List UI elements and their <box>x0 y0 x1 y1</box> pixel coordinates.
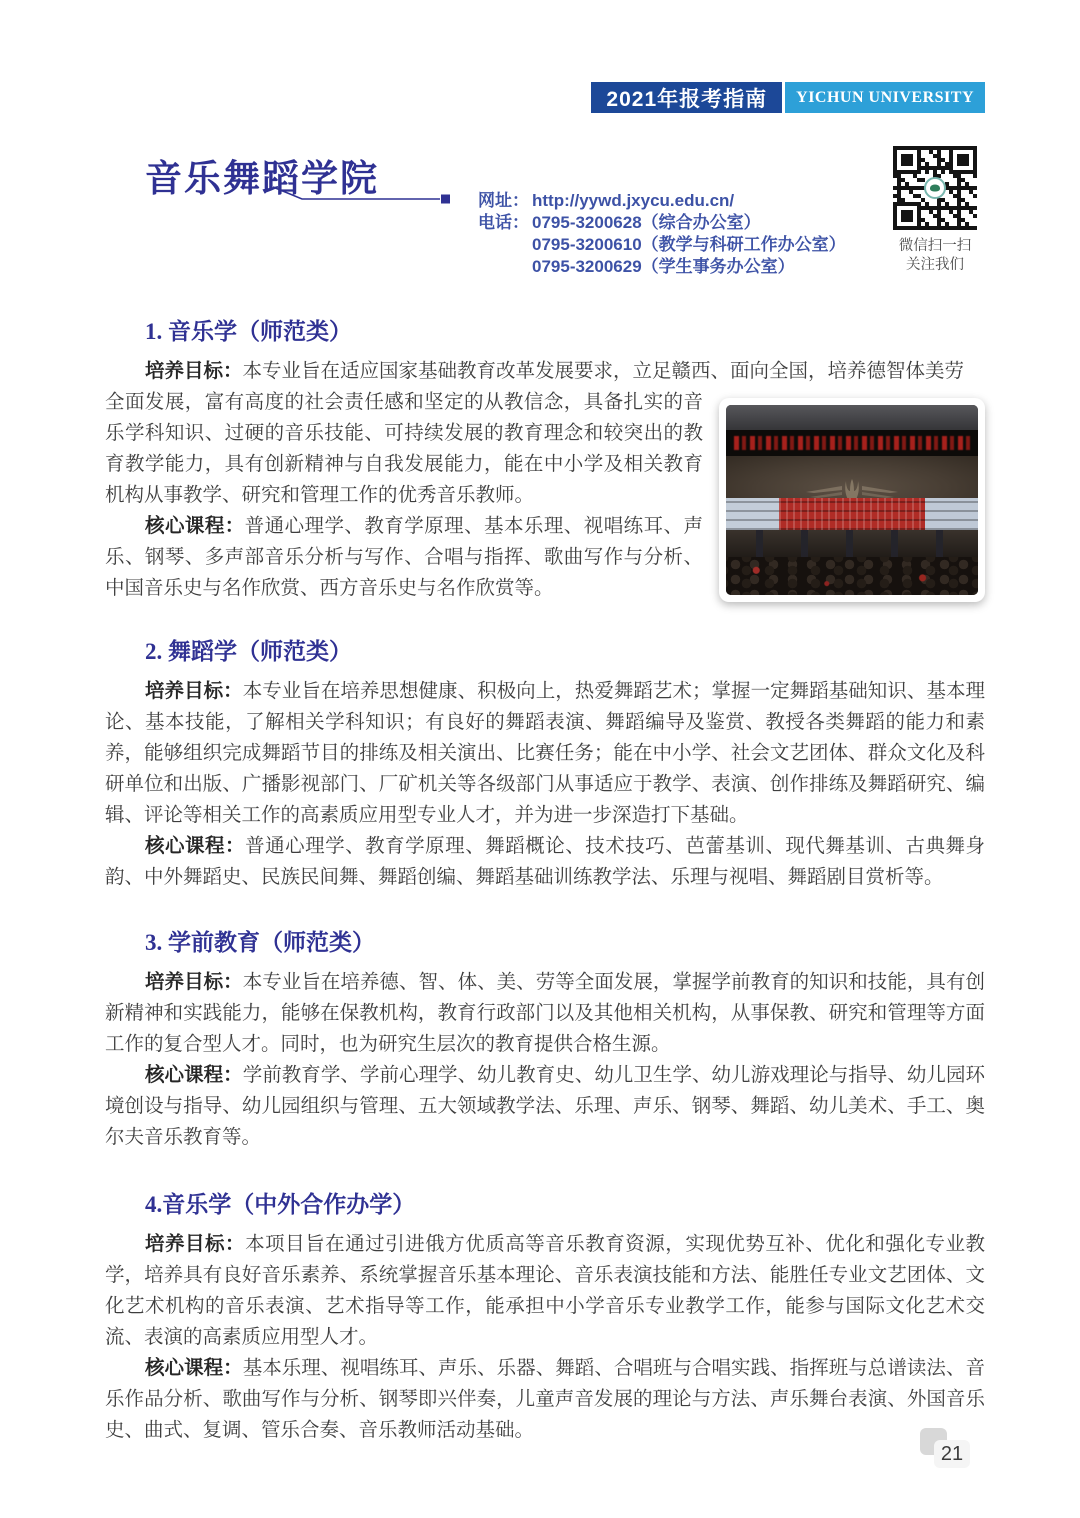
core-label: 核心课程： <box>145 515 245 537</box>
qr-caption <box>891 237 979 275</box>
website-url: http://yywd.jxycu.edu.cn/ <box>532 191 735 210</box>
target-paragraph <box>105 967 985 1060</box>
target-paragraph <box>105 676 985 831</box>
choir-center-group <box>779 498 925 530</box>
section-heading: 1. 音乐学（师范类） <box>145 319 352 344</box>
contact-block <box>478 190 846 278</box>
section-heading: 2. 舞蹈学（师范类） <box>145 639 352 664</box>
phone-value: 0795-3200628（综合办公室） <box>532 213 761 232</box>
choir-right-group <box>925 498 978 530</box>
phone-indent <box>478 234 532 256</box>
target-text: 全面发展，富有高度的社会责任感和坚定的从教信念，具备扎实的音乐学科知识、过硬的音乐技能、可持续发展的教育理念和较突出的教育教学能力，具有创新精神与自我发展能力，能在中小学及相关教育机构从事教学、研究和管理工作的优秀音乐教师。 <box>105 391 703 506</box>
phone-indent <box>478 256 532 278</box>
target-paragraph-rest <box>105 387 703 511</box>
guide-badge: 2021年报考指南 <box>591 82 782 113</box>
phone-row <box>478 256 846 278</box>
core-paragraph <box>105 1353 985 1446</box>
photo-red-banner <box>726 430 978 457</box>
target-label: 培养目标： <box>145 971 243 993</box>
photo-choir-rows <box>726 498 978 530</box>
target-text: 本专业旨在适应国家基础教育改革发展要求，立足赣西、面向全国，培养德智体美劳 <box>242 360 965 382</box>
core-text: 普通心理学、教育学原理、舞蹈概论、技术技巧、芭蕾基训、现代舞基训、古典舞身韵、中外舞蹈史、民族民间舞、舞蹈创编、舞蹈基础训练教学法、乐理与视唱、舞蹈剧目赏析等。 <box>105 835 985 888</box>
phone-row <box>478 212 846 234</box>
section-dance-normal <box>105 638 985 893</box>
phone-label: 电话： <box>478 213 529 232</box>
website-label: 网址： <box>478 191 529 210</box>
section-preschool-education <box>105 929 985 1153</box>
photo-ceiling <box>726 405 978 430</box>
target-paragraph-line1 <box>105 356 985 387</box>
target-text: 本专业旨在培养思想健康、积极向上，热爱舞蹈艺术；掌握一定舞蹈基础知识、基本理论、基本技能，了解相关学科知识；有良好的舞蹈表演、舞蹈编导及鉴赏、教授各类舞蹈的能力和素养，能够组织完成舞蹈节目的排练及相关演出、比赛任务；能在中小学、社会文艺团体、群众文化及科研单位和出版、广播影视部门、厂矿机关等各级部门从事适应于教学、表演、创作排练及舞蹈研究、编辑、评论等相关工作的高素质应用型专业人才，并为进一步深造打下基础。 <box>105 680 985 826</box>
section-musicology-sino-foreign <box>105 1191 985 1446</box>
core-label: 核心课程： <box>145 835 246 857</box>
concert-photo <box>719 398 985 602</box>
core-label: 核心课程： <box>145 1064 243 1086</box>
page-number: 21 <box>934 1440 970 1468</box>
page-title: 音乐舞蹈学院 <box>145 158 379 199</box>
target-label: 培养目标： <box>145 680 243 702</box>
core-paragraph <box>105 511 703 604</box>
wechat-qr-block <box>891 146 979 275</box>
section-heading: 3. 学前教育（师范类） <box>145 930 375 955</box>
header-bar <box>591 82 985 113</box>
choir-left-group <box>726 498 779 530</box>
core-paragraph <box>105 831 985 893</box>
content-area <box>105 318 985 1446</box>
section-heading: 4.音乐学（中外合作办学） <box>145 1192 416 1217</box>
university-badge: YICHUN UNIVERSITY <box>785 82 985 113</box>
core-paragraph <box>105 1060 985 1153</box>
target-text: 本项目旨在通过引进俄方优质高等音乐教育资源，实现优势互补、优化和强化专业教学，培养具有良好音乐素养、系统掌握音乐基本理论、音乐表演技能和方法、能胜任专业文艺团体、文化艺术机构的音乐表演、艺术指导等工作，能承担中小学音乐专业教学工作，能参与国际文化艺术交流、表演的高素质应用型人才。 <box>105 1233 985 1348</box>
qr-caption-line: 微信扫一扫 <box>898 238 972 254</box>
phone-row <box>478 234 846 256</box>
title-pointer-line <box>270 185 458 205</box>
core-text: 基本乐理、视唱练耳、声乐、乐器、舞蹈、合唱班与合唱实践、指挥班与总谱读法、音乐作品分析、歌曲写作与分析、钢琴即兴伴奏，儿童声音发展的理论与方法、声乐舞台表演、外国音乐史、曲式、复调、管乐合奏、音乐教师活动基础。 <box>105 1357 985 1441</box>
photo-stage-front <box>726 530 978 557</box>
core-label: 核心课程： <box>145 1357 243 1379</box>
target-text: 本专业旨在培养德、智、体、美、劳等全面发展，掌握学前教育的知识和技能，具有创新精神和实践能力，能够在保教机构，教育行政部门以及其他相关机构，从事保教、研究和管理等方面工作的复合型人才。同时，也为研究生层次的教育提供合格生源。 <box>105 971 985 1055</box>
phone-value: 0795-3200610（教学与科研工作办公室） <box>532 235 846 254</box>
qr-caption-line: 关注我们 <box>906 257 964 273</box>
target-label: 培养目标： <box>145 360 243 382</box>
concert-photo-scene <box>726 405 978 595</box>
section-musicology-normal <box>105 318 985 604</box>
target-paragraph <box>105 1229 985 1353</box>
core-text: 普通心理学、教育学原理、基本乐理、视唱练耳、声乐、钢琴、多声部音乐分析与写作、合唱与指挥、歌曲写作与分析、中国音乐史与名作欣赏、西方音乐史与名作欣赏等。 <box>105 515 703 599</box>
website-row <box>478 190 846 212</box>
photo-audience <box>726 557 978 595</box>
qr-code-icon <box>893 146 977 230</box>
qr-center-logo-icon <box>924 177 946 199</box>
phone-value: 0795-3200629（学生事务办公室） <box>532 257 795 276</box>
core-text: 学前教育学、学前心理学、幼儿教育史、幼儿卫生学、幼儿游戏理论与指导、幼儿园环境创设与指导、幼儿园组织与管理、五大领域教学法、乐理、声乐、钢琴、舞蹈、幼儿美术、手工、奥尔夫音乐教育等。 <box>105 1064 985 1148</box>
target-label: 培养目标： <box>145 1233 246 1255</box>
